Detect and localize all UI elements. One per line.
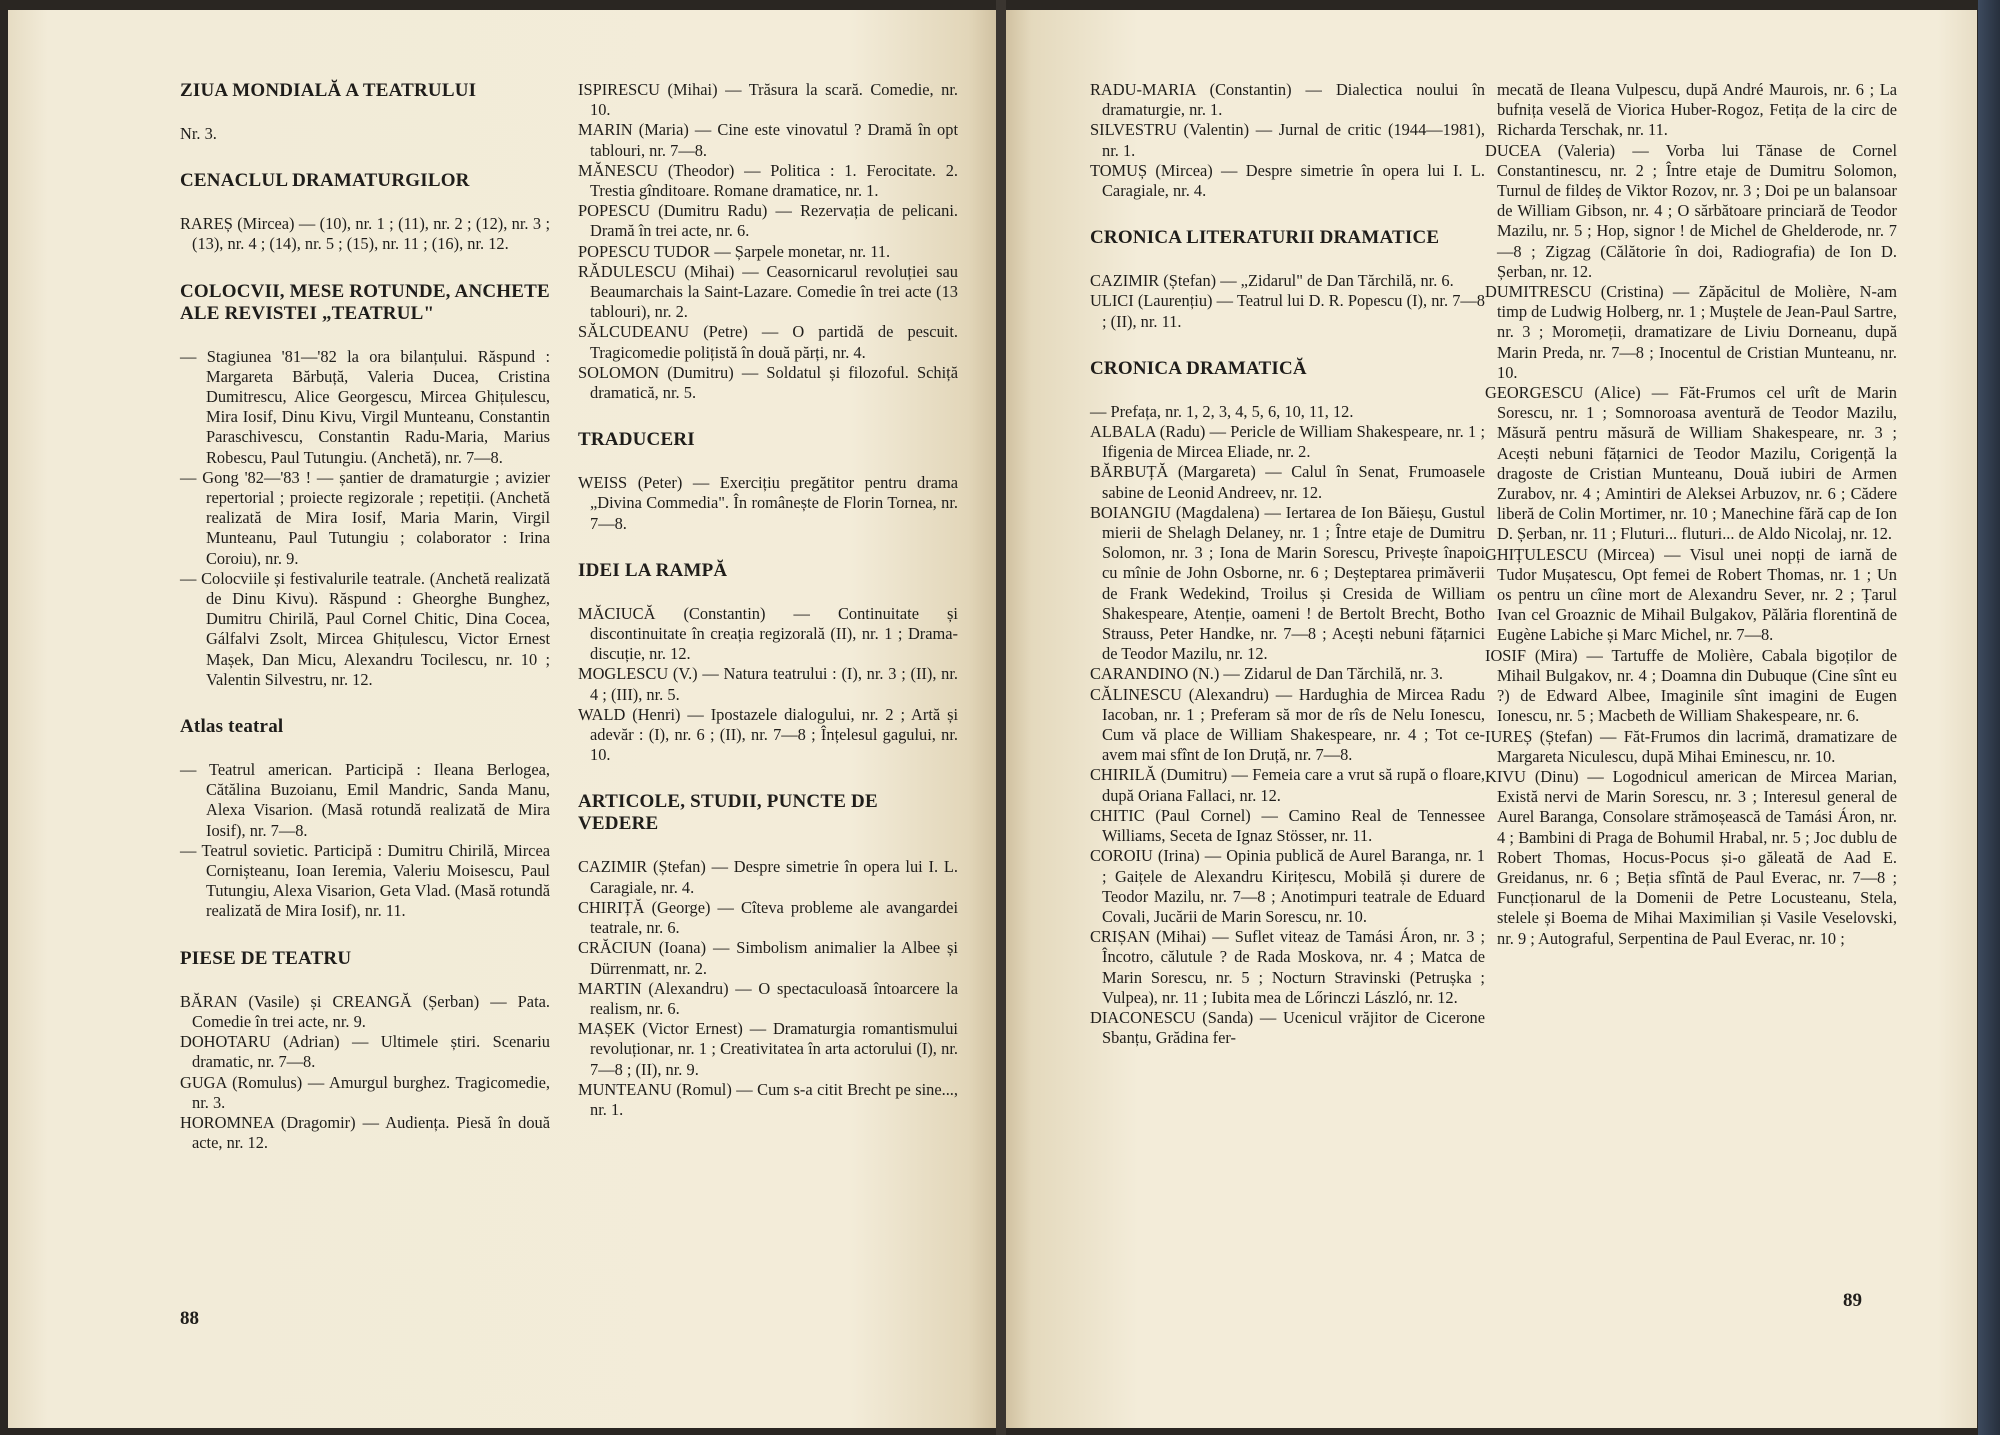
index-entry: — Teatrul sovietic. Participă : Dumitru Chirilă, Mircea Cornișteanu, Ioan Ieremia, Valeriu Moisescu, Paul Tutungiu, Alexa Visarion, Geta Vlad. (Masă rotundă realizată de Mira Iosif), nr. 11. (180, 840, 550, 921)
index-entry: MARTIN (Alexandru) — O spectaculoasă întoarcere la realism, nr. 6. (578, 978, 958, 1018)
index-entry: WEISS (Peter) — Exercițiu pregătitor pentru drama „Divina Commedia". În românește de Florin Tornea, nr. 7—8. (578, 473, 958, 533)
left-column-2 (578, 80, 958, 1146)
index-section (578, 429, 958, 534)
page-number-right: 89 (1843, 1290, 1862, 1311)
index-entry: HOROMNEA (Dragomir) — Audiența. Piesă în două acte, nr. 12. (180, 1112, 550, 1153)
index-entry: BĂRBUȚĂ (Margareta) — Calul în Senat, Frumoasele sabine de Leonid Andreev, nr. 12. (1090, 462, 1485, 502)
index-entry: MARIN (Maria) — Cine este vinovatul ? Dramă în opt tablouri, nr. 7—8. (578, 120, 958, 160)
index-entry: RADU-MARIA (Constantin) — Dialectica noului în dramaturgie, nr. 1. (1090, 80, 1485, 120)
index-entry: — Stagiunea '81—'82 la ora bilanțului. Răspund : Margareta Bărbuță, Valeria Ducea, Cristina Dumitrescu, Alice Georgescu, Mircea Ghițulescu, Mira Iosif, Dinu Kivu, Virgil Munteanu, Constantin Paraschivescu, Constantin Radu-Maria, Marius Robescu, Paul Tutungiu. (Anchetă), nr. 7—8. (180, 346, 550, 467)
section-heading: ZIUA MONDIALĂ A TEATRULUI (180, 80, 477, 101)
index-entry: BĂRAN (Vasile) și CREANGĂ (Șerban) — Pata. Comedie în trei acte, nr. 9. (180, 991, 550, 1031)
index-entry: — Teatrul american. Participă : Ileana Berlogea, Cătălina Buzoianu, Emil Mandric, Sanda Manu, Alexa Visarion. (Masă rotundă realizată de Mira Iosif), nr. 7—8. (180, 760, 550, 840)
index-section (180, 716, 550, 922)
section-heading: TRADUCERI (578, 429, 695, 451)
index-section (1090, 358, 1485, 1049)
page-number-left: 88 (180, 1308, 199, 1329)
index-section (578, 560, 958, 766)
index-entry: IUREȘ (Ștefan) — Făt-Frumos din lacrimă, dramatizare de Margareta Niculescu, după Mihai Eminescu, nr. 10. (1485, 726, 1897, 766)
index-entry: CHITIC (Paul Cornel) — Camino Real de Tennessee Williams, Seceta de Ignaz Stösser, nr. 11. (1090, 805, 1485, 846)
right-column-2 (1485, 80, 1897, 975)
index-entry: MAȘEK (Victor Ernest) — Dramaturgia romantismului revoluționar, nr. 1 ; Creativitatea în arta actorului (I), nr. 7—8 ; (II), nr. 9. (578, 1019, 958, 1079)
index-entry: WALD (Henri) — Ipostazele dialogului, nr. 2 ; Artă și adevăr : (I), nr. 6 ; (II), nr. 7—8 ; Înțelesul gagului, nr. 10. (578, 704, 958, 765)
index-entry: DUCEA (Valeria) — Vorba lui Tănase de Cornel Constantinescu, nr. 2 ; Între etaje de Dumitru Solomon, Turnul de fildeș de Viktor Rozov, nr. 3 ; Doi pe un balansoar de William Gibson, nr. 4 ; O sărbătoare princiară de Teodor Mazilu, nr. 5 ; Hop, signor ! de Michel de Ghelderode, nr. 7—8 ; Zigzag (Călătorie în doi, Radiografia) de Ion D. Șerban, nr. 12. (1485, 140, 1897, 281)
index-entry: mecată de Ileana Vulpescu, după André Maurois, nr. 6 ; La bufnița veselă de Viorica Huber-Rogoz, Fetița de la circ de Richarda Terschak, nr. 11. (1497, 80, 1897, 140)
index-entry: CĂLINESCU (Alexandru) — Hardughia de Mircea Radu Iacoban, nr. 1 ; Preferam să mor de rîs de Nelu Ionescu, Cum vă place de William Shakespeare, nr. 4 ; Tot ce-avem mai sfînt de Ion Druță, nr. 7—8. (1090, 684, 1485, 765)
section-heading: CRONICA LITERATURII DRAMATICE (1090, 227, 1440, 249)
index-entry: CHIRIȚĂ (George) — Cîteva probleme ale avangardei teatrale, nr. 6. (578, 897, 958, 938)
index-entry: ALBALA (Radu) — Pericle de William Shakespeare, nr. 1 ; Ifigenia de Mircea Eliade, nr. 2. (1090, 422, 1485, 462)
index-entry: TOMUȘ (Mircea) — Despre simetrie în opera lui I. L. Caragiale, nr. 4. (1090, 160, 1485, 201)
index-entry: ISPIRESCU (Mihai) — Trăsura la scară. Comedie, nr. 10. (578, 80, 958, 120)
index-entry: CRĂCIUN (Ioana) — Simbolism animalier la Albee și Dürrenmatt, nr. 2. (578, 938, 958, 978)
section-heading: CRONICA DRAMATICĂ (1090, 357, 1307, 379)
index-entry: CAZIMIR (Ștefan) — Despre simetrie în opera lui I. L. Caragiale, nr. 4. (578, 857, 958, 897)
index-entry: POPESCU (Dumitru Radu) — Rezervația de pelicani. Dramă în trei acte, nr. 6. (578, 201, 958, 241)
section-heading: CENACLUL DRAMATURGILOR (180, 170, 470, 192)
index-entry: GHIȚULESCU (Mircea) — Visul unei nopți de iarnă de Tudor Mușatescu, Opt femei de Robert Thomas, nr. 1 ; Un os pentru un cîine mort de Alexandru Sever, nr. 2 ; Țarul Ivan cel Groaznic de Mihail Bulgakov, Pălăria florentină de Eugène Labiche și Marc Michel, nr. 7—8. (1485, 544, 1897, 645)
section-heading: COLOCVII, MESE ROTUNDE, ANCHETE ALE REVISTEI „TEATRUL" (180, 280, 550, 324)
index-section (578, 80, 958, 403)
section-heading: ARTICOLE, STUDII, PUNCTE DE VEDERE (578, 791, 878, 835)
index-entry: CAZIMIR (Ștefan) — „Zidarul" de Dan Tărchilă, nr. 6. (1090, 271, 1454, 291)
index-entry: MUNTEANU (Romul) — Cum s-a citit Brecht pe sine..., nr. 1. (578, 1079, 958, 1119)
index-entry: POPESCU TUDOR — Șarpele monetar, nr. 11. (578, 241, 891, 261)
index-section (180, 281, 550, 690)
index-entry: CARANDINO (N.) — Zidarul de Dan Tărchilă, nr. 3. (1090, 664, 1443, 684)
index-section (180, 80, 550, 144)
index-section (1485, 80, 1897, 949)
index-entry: MĂNESCU (Theodor) — Politica : 1. Ferocitate. 2. Trestia gînditoare. Romane dramatice, nr. 1. (578, 160, 958, 201)
index-entry: — Prefața, nr. 1, 2, 3, 4, 5, 6, 10, 11, 12. (1090, 401, 1354, 421)
index-entry: GUGA (Romulus) — Amurgul burghez. Tragicomedie, nr. 3. (180, 1072, 550, 1112)
index-entry: — Gong '82—'83 ! — șantier de dramaturgie ; avizier repertorial ; proiecte regizorale ; repetiții. (Anchetă realizată de Mira Iosif, Maria Marin, Virgil Munteanu, Paul Tutungiu ; colaborator : Irina Coroiu), nr. 9. (180, 467, 550, 568)
section-heading: PIESE DE TEATRU (180, 947, 352, 969)
index-entry: MĂCIUCĂ (Constantin) — Continuitate și discontinuitate în creația regizorală (II), nr. 1 ; Drama-discuție, nr. 12. (578, 603, 958, 664)
index-entry: DUMITRESCU (Cristina) — Zăpăcitul de Molière, N-am timp de Ludwig Holberg, nr. 1 ; Muștele de Jean-Paul Sartre, nr. 3 ; Moromeții, dramatizare de Liviu Dorneanu, după Marin Preda, nr. 7—8 ; Inocentul de Cristian Munteanu, nr. 10. (1485, 282, 1897, 382)
index-section (1090, 80, 1485, 201)
book-gutter (996, 0, 1006, 1435)
index-section (180, 948, 550, 1154)
left-column-1 (180, 80, 550, 1179)
right-column-1 (1090, 80, 1485, 1074)
index-entry: SĂLCUDEANU (Petre) — O partidă de pescuit. Tragicomedie polițistă în două părți, nr. 4. (578, 322, 958, 362)
index-entry: ULICI (Laurențiu) — Teatrul lui D. R. Popescu (I), nr. 7—8 ; (II), nr. 11. (1090, 291, 1485, 331)
index-entry: IOSIF (Mira) — Tartuffe de Molière, Cabala bigoților de Mihail Bulgakov, nr. 4 ; Doamna din Dubuque (Cine sînt eu ?) de Edward Albee, Imaginile sînt imagini de Eugen Ionescu, nr. 5 ; Macbeth de William Shakespeare, nr. 6. (1485, 645, 1897, 726)
index-section (180, 170, 550, 254)
index-entry: RĂDULESCU (Mihai) — Ceasornicarul revoluției sau Beaumarchais la Saint-Lazare. Comedie în trei acte (13 tablouri), nr. 2. (578, 261, 958, 322)
index-entry: CRIȘAN (Mihai) — Suflet viteaz de Tamási Áron, nr. 3 ; Încotro, călutule ? de Rada Moskova, nr. 4 ; Matca de Marin Sorescu, nr. 5 ; Nocturn Stravinski (Petrușka ; Vulpea), nr. 11 ; Iubita mea de Lőrinczi László, nr. 12. (1090, 927, 1485, 1007)
section-heading: Atlas teatral (180, 716, 284, 738)
index-entry: DOHOTARU (Adrian) — Ultimele știri. Scenariu dramatic, nr. 7—8. (180, 1032, 550, 1072)
index-entry: Nr. 3. (180, 124, 217, 143)
index-entry: SOLOMON (Dumitru) — Soldatul și filozoful. Schiță dramatică, nr. 5. (578, 362, 958, 403)
index-section (1090, 227, 1485, 332)
index-entry: RAREȘ (Mircea) — (10), nr. 1 ; (11), nr. 2 ; (12), nr. 3 ; (13), nr. 4 ; (14), nr. 5 ; (15), nr. 11 ; (16), nr. 12. (180, 214, 550, 254)
section-heading: IDEI LA RAMPĂ (578, 559, 728, 581)
index-entry: DIACONESCU (Sanda) — Ucenicul vrăjitor de Cicerone Sbanțu, Grădina fer- (1090, 1007, 1485, 1048)
index-entry: CHIRILĂ (Dumitru) — Femeia care a vrut să rupă o floare, după Oriana Fallaci, nr. 12. (1090, 765, 1485, 805)
index-entry: — Colocviile și festivalurile teatrale. (Anchetă realizată de Dinu Kivu). Răspund : Gheorghe Bunghez, Dumitru Chirilă, Paul Cornel Chitic, Dina Cocea, Gálfalvi Zsolt, Mircea Ghițulescu, Victor Ernest Mașek, Dan Micu, Alexandru Tocilescu, nr. 10 ; Valentin Silvestru, nr. 12. (180, 568, 550, 689)
index-entry: MOGLESCU (V.) — Natura teatrului : (I), nr. 3 ; (II), nr. 4 ; (III), nr. 5. (578, 664, 958, 704)
index-entry: BOIANGIU (Magdalena) — Iertarea de Ion Băieșu, Gustul mierii de Shelagh Delaney, nr. 1 ; Între etaje de Dumitru Solomon, nr. 3 ; Iona de Marin Sorescu, Privește înapoi cu mînie de John Osborne, nr. 6 ; Deșteptarea primăverii de Frank Wedekind, Troilus și Cresida de William Shakespeare, Atenție, oameni ! de Bertolt Brecht, Botho Strauss, Peter Handke, nr. 7—8 ; Acești nebuni fățarnici de Teodor Mazilu, nr. 12. (1090, 502, 1485, 664)
index-entry: GEORGESCU (Alice) — Făt-Frumos cel urît de Marin Sorescu, nr. 1 ; Somnoroasa aventură de Teodor Mazilu, Măsură pentru măsură de William Shakespeare, nr. 3 ; Acești nebuni fățarnici de Teodor Mazilu, Corigență la dragoste de Cristian Munteanu, Două iubiri de Armen Zurabov, nr. 4 ; Amintiri de Aleksei Arbuzov, nr. 6 ; Cădere liberă de Colin Mortimer, nr. 10 ; Manechine fără cap de Ion D. Șerban, nr. 11 ; Fluturi... fluturi... de Aldo Nicolaj, nr. 12. (1485, 383, 1897, 544)
index-entry: COROIU (Irina) — Opinia publică de Aurel Baranga, nr. 1 ; Gaițele de Alexandru Kirițescu, Mobilă și durere de Teodor Mazilu, nr. 7—8 ; Anotimpuri teatrale de Eduard Covali, Jucării de Marin Sorescu, nr. 10. (1090, 846, 1485, 926)
book-cover-edge (1978, 0, 2000, 1435)
index-entry: SILVESTRU (Valentin) — Jurnal de critic (1944—1981), nr. 1. (1090, 120, 1485, 160)
index-entry: KIVU (Dinu) — Logodnicul american de Mircea Marian, Există nervi de Marin Sorescu, nr. 3 ; Interesul general de Aurel Baranga, Consolare strămoșească de Tamási Áron, nr. 4 ; Bambini di Praga de Bohumil Hrabal, nr. 5 ; Joc dublu de Robert Thomas, Hocus-Pocus și-o găleată de Aad E. Greidanus, nr. 6 ; Beția sfîntă de Paul Everac, nr. 7—8 ; Funcționarul de la Domenii de Petre Locusteanu, Stela, stelele și Boema de Mihai Maximilian și Vasile Veselovski, nr. 9 ; Autograful, Serpentina de Paul Everac, nr. 10 ; (1485, 766, 1897, 948)
index-section (578, 791, 958, 1120)
